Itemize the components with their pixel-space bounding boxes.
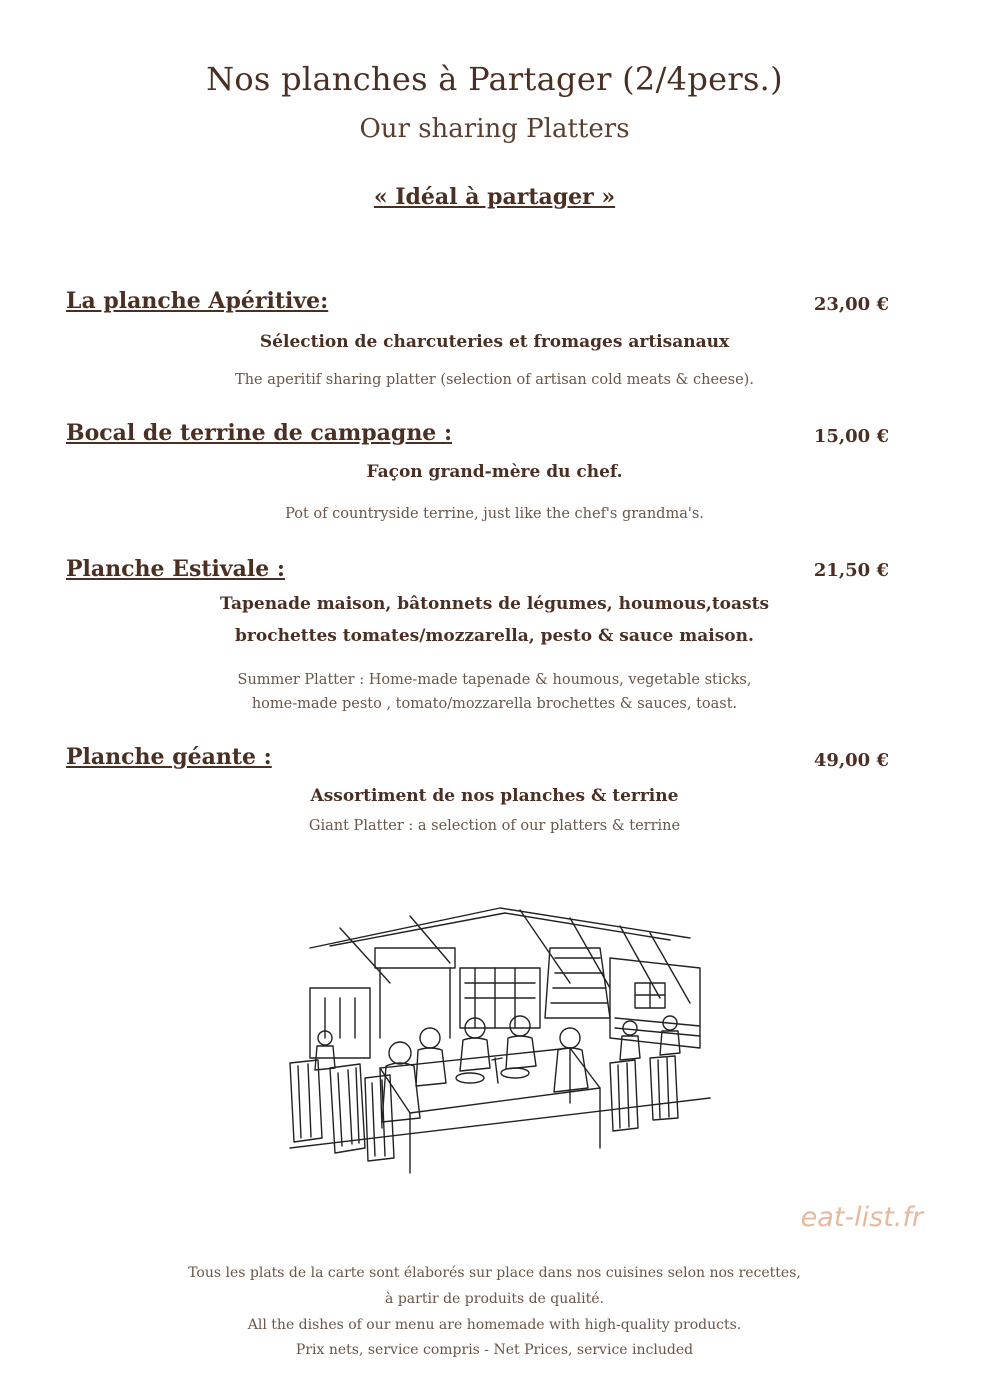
watermark: eat-list.fr (800, 1202, 923, 1233)
item-name-geante: Planche géante : (66, 744, 272, 770)
footer-line: All the dishes of our menu are homemade with high-quality products. (247, 1317, 742, 1333)
item-description-en: home-made pesto , tomato/mozzarella brochettes & sauces, toast. (251, 696, 738, 712)
item-price-geante: 49,00 € (813, 750, 889, 771)
footer-line: Prix nets, service compris - Net Prices, service included (295, 1342, 694, 1358)
item-description-en: Giant Platter : a selection of our platters & terrine (308, 818, 681, 834)
item-price-aperitive: 23,00 € (813, 294, 889, 315)
footer-line: à partir de produits de qualité. (385, 1291, 604, 1307)
item-name-aperitive: La planche Apéritive: (66, 288, 329, 314)
item-price-terrine: 15,00 € (813, 426, 889, 447)
item-description-fr: Sélection de charcuteries et fromages artisanaux (259, 332, 730, 352)
item-description-en: Summer Platter : Home-made tapenade & houmous, vegetable sticks, (237, 672, 752, 688)
item-description-fr: Tapenade maison, bâtonnets de légumes, houmous,toasts (219, 594, 770, 614)
page-subtitle: Our sharing Platters (359, 114, 630, 144)
item-price-estivale: 21,50 € (813, 560, 889, 581)
tagline: « Idéal à partager » (373, 184, 616, 210)
item-name-terrine: Bocal de terrine de campagne : (66, 420, 453, 446)
item-description-fr: Assortiment de nos planches & terrine (310, 786, 679, 806)
item-description-fr: Façon grand-mère du chef. (366, 462, 623, 482)
item-description-en: Pot of countryside terrine, just like the chef's grandma's. (285, 506, 704, 522)
item-name-estivale: Planche Estivale : (66, 556, 286, 582)
item-description-fr: brochettes tomates/mozzarella, pesto & sauce maison. (235, 626, 754, 646)
footer-line: Tous les plats de la carte sont élaborés sur place dans nos cuisines selon nos recettes, (188, 1265, 801, 1281)
item-description-en: The aperitif sharing platter (selection of artisan cold meats & cheese). (235, 372, 754, 388)
page-title: Nos planches à Partager (2/4pers.) (206, 60, 783, 98)
restaurant-interior-sketch-icon (270, 888, 720, 1188)
